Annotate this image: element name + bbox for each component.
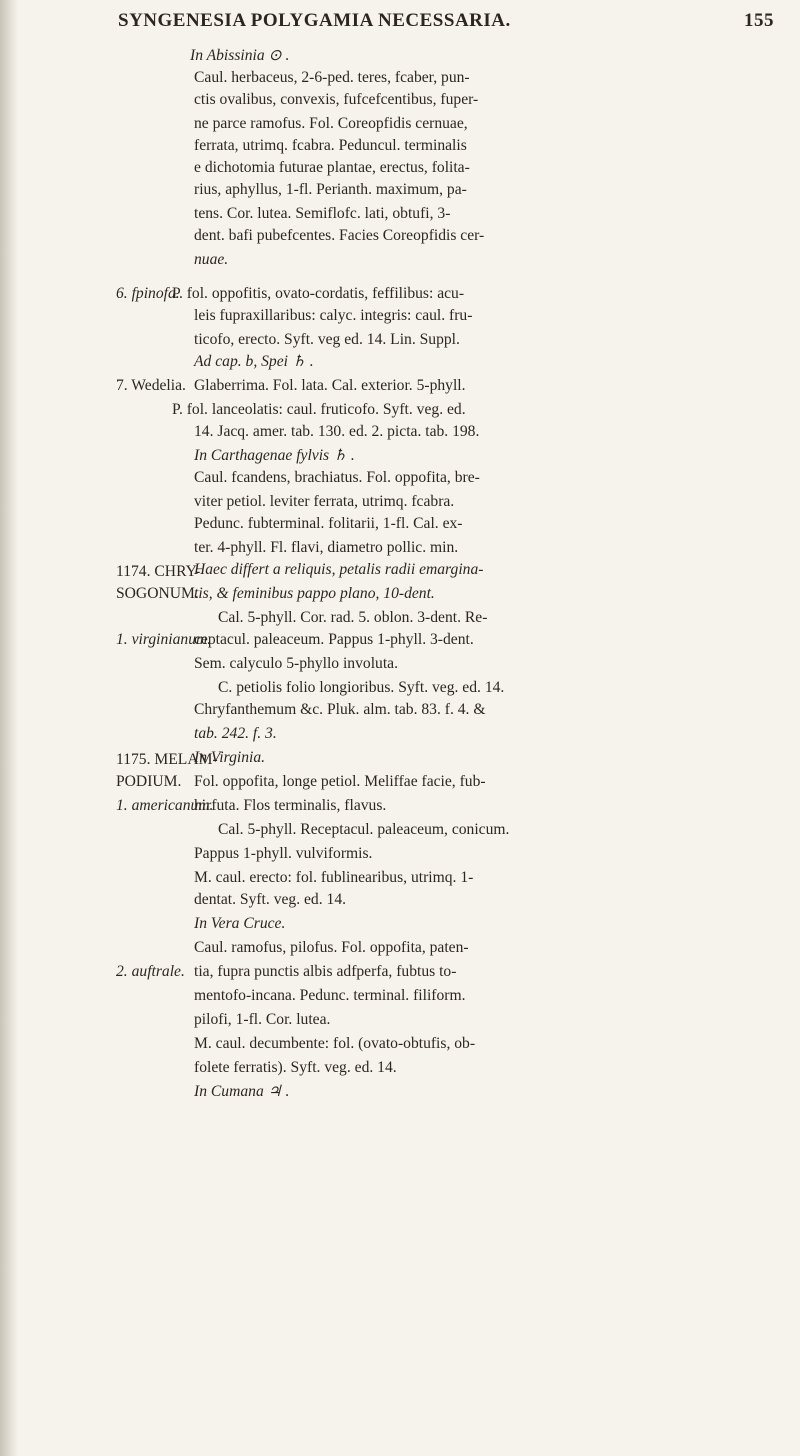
text-line: mentofo-incana. Pedunc. terminal. filiform.	[194, 987, 466, 1004]
text-line: ter. 4-phyll. Fl. flavi, diametro pollic. min.	[194, 539, 459, 556]
text-line: Pedunc. fubterminal. folitarii, 1-fl. Cal. ex-	[194, 515, 463, 532]
text-line: In Abissinia ⊙ .	[190, 47, 290, 64]
running-header	[118, 6, 778, 38]
margin-label: 1. virginianum.	[116, 631, 212, 648]
text-line: tis, & feminibus pappo plano, 10-dent.	[194, 585, 435, 602]
text-line: rius, aphyllus, 1-fl. Perianth. maximum, pa-	[194, 181, 467, 198]
text-line: C. petiolis folio longioribus. Syft. veg. ed. 14.	[218, 679, 505, 696]
margin-label: 1. americanum.	[116, 797, 214, 814]
text-line: pilofi, 1-fl. Cor. lutea.	[194, 1011, 331, 1028]
text-line: hirfuta. Flos terminalis, flavus.	[194, 797, 387, 814]
text-line: tens. Cor. lutea. Semiflofc. lati, obtufi, 3-	[194, 205, 451, 222]
text-line: Caul. herbaceus, 2-6-ped. teres, fcaber, pun-	[194, 69, 470, 86]
text-line: tab. 242. f. 3.	[194, 725, 277, 742]
text-line: Chryfanthemum &c. Pluk. alm. tab. 83. f. 4. &	[194, 701, 486, 718]
text-line: ceptacul. paleaceum. Pappus 1-phyll. 3-dent.	[194, 631, 474, 648]
text-line: Ad cap. b, Spei ♄ .	[194, 353, 314, 370]
text-line: Glaberrima. Fol. lata. Cal. exterior. 5-phyll.	[194, 377, 466, 394]
margin-label: SOGONUM.	[116, 585, 199, 602]
text-line: tia, fupra punctis albis adfperfa, fubtus to-	[194, 963, 457, 980]
text-line: In Vera Cruce.	[194, 915, 286, 932]
text-line: Caul. fcandens, brachiatus. Fol. oppofita, bre-	[194, 469, 480, 486]
text-line: ctis ovalibus, convexis, fufcefcentibus, fuper-	[194, 91, 479, 108]
text-line: Fol. oppofita, longe petiol. Meliffae facie, fub-	[194, 773, 486, 790]
text-line: In Cumana ♃ .	[194, 1083, 290, 1100]
text-line: Haec differt a reliquis, petalis radii emargina-	[194, 561, 484, 578]
margin-label: 1175. MELAM-	[116, 751, 218, 768]
text-line: dentat. Syft. veg. ed. 14.	[194, 891, 347, 908]
text-line: ferrata, utrimq. fcabra. Peduncul. terminalis	[194, 137, 467, 154]
text-line: dent. bafi pubefcentes. Facies Coreopfidis cer-	[194, 227, 485, 244]
text-line: Cal. 5-phyll. Cor. rad. 5. oblon. 3-dent. Re-	[218, 609, 488, 626]
text-line: P. fol. lanceolatis: caul. fruticofo. Syft. veg. ed.	[172, 401, 466, 418]
text-line: e dichotomia futurae plantae, erectus, folita-	[194, 159, 470, 176]
margin-label: PODIUM.	[116, 773, 182, 790]
text-line: Cal. 5-phyll. Receptacul. paleaceum, conicum.	[218, 821, 510, 838]
page-gutter-shadow	[0, 0, 18, 1456]
text-line: M. caul. decumbente: fol. (ovato-obtufis, ob-	[194, 1035, 476, 1052]
text-line: In Carthagenae fylvis ♄ .	[194, 447, 355, 464]
text-line: 14. Jacq. amer. tab. 130. ed. 2. picta. tab. 198.	[194, 423, 480, 440]
margin-label: 7. Wedelia.	[116, 377, 186, 394]
text-line: ne parce ramofus. Fol. Coreopfidis cernuae,	[194, 115, 468, 132]
text-line: Pappus 1-phyll. vulviformis.	[194, 845, 373, 862]
margin-label: 1174. CHRY-	[116, 563, 201, 580]
text-line: Caul. ramofus, pilofus. Fol. oppofita, paten-	[194, 939, 469, 956]
text-line: P. fol. oppofitis, ovato-cordatis, feffilibus: acu-	[172, 285, 465, 302]
page-number: 155	[744, 10, 774, 31]
text-line: leis fupraxillaribus: calyc. integris: caul. fru-	[194, 307, 473, 324]
text-line: nuae.	[194, 251, 229, 268]
text-line: Sem. calyculo 5-phyllo involuta.	[194, 655, 398, 672]
margin-label: 6. fpinofa.	[116, 285, 180, 302]
text-line: M. caul. erecto: fol. fublinearibus, utrimq. 1-	[194, 869, 474, 886]
text-line: In Virginia.	[194, 749, 266, 766]
text-line: folete ferratis). Syft. veg. ed. 14.	[194, 1059, 397, 1076]
header-title: SYNGENESIA POLYGAMIA NECESSARIA.	[118, 10, 511, 31]
margin-label: 2. auftrale.	[116, 963, 185, 980]
text-line: viter petiol. leviter ferrata, utrimq. fcabra.	[194, 493, 455, 510]
text-line: ticofo, erecto. Syft. veg ed. 14. Lin. Suppl.	[194, 331, 460, 348]
